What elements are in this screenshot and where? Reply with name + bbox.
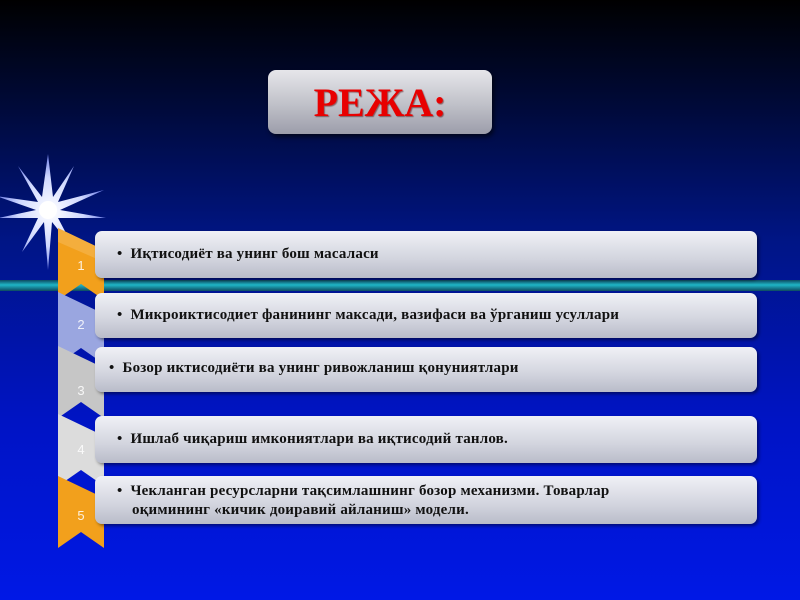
list-item-5: • Чекланган ресурсларни тақсимлашнинг бозор механизми. Товарлар оқимининг «кичик доиравий айланиш» модели. — [95, 476, 757, 524]
chevron-5-number: 5 — [77, 508, 85, 523]
list-item-3: • Бозор иктисодиёти ва унинг ривожланиш қонуниятлари — [95, 347, 757, 392]
chevron-2-number: 2 — [77, 317, 85, 332]
list-item-5-text-line1: Чекланган ресурсларни тақсимлашнинг бозор механизми. Товарлар — [130, 483, 610, 499]
chevron-3-number: 3 — [77, 383, 85, 398]
title-box — [268, 70, 492, 134]
page-title: РЕЖА: — [313, 79, 447, 125]
list-item-4: • Ишлаб чиқариш имкониятлари ва иқтисодий танлов. — [95, 416, 757, 463]
chevron-1-number: 1 — [77, 258, 85, 273]
list-item-5-text-line2: оқимининг «кичик доиравий айланиш» модели. — [132, 502, 469, 518]
list-item-2-text: Микроиктисодиет фанининг максади, вазифаси ва ўрганиш усуллари — [130, 307, 620, 323]
teal-divider-line — [0, 280, 800, 291]
list-item-1: • Иқтисодиёт ва унинг бош масаласи — [95, 231, 757, 278]
list-item-1-text: Иқтисодиёт ва унинг бош масаласи — [130, 246, 379, 262]
list-item-4-text: Ишлаб чиқариш имкониятлари ва иқтисодий танлов. — [130, 431, 508, 447]
chevron-4-number: 4 — [77, 442, 85, 457]
list-item-2: • Микроиктисодиет фанининг максади, вазифаси ва ўрганиш усуллари — [95, 293, 757, 338]
list-item-3-text: Бозор иктисодиёти ва унинг ривожланиш қонуниятлари — [122, 360, 519, 376]
